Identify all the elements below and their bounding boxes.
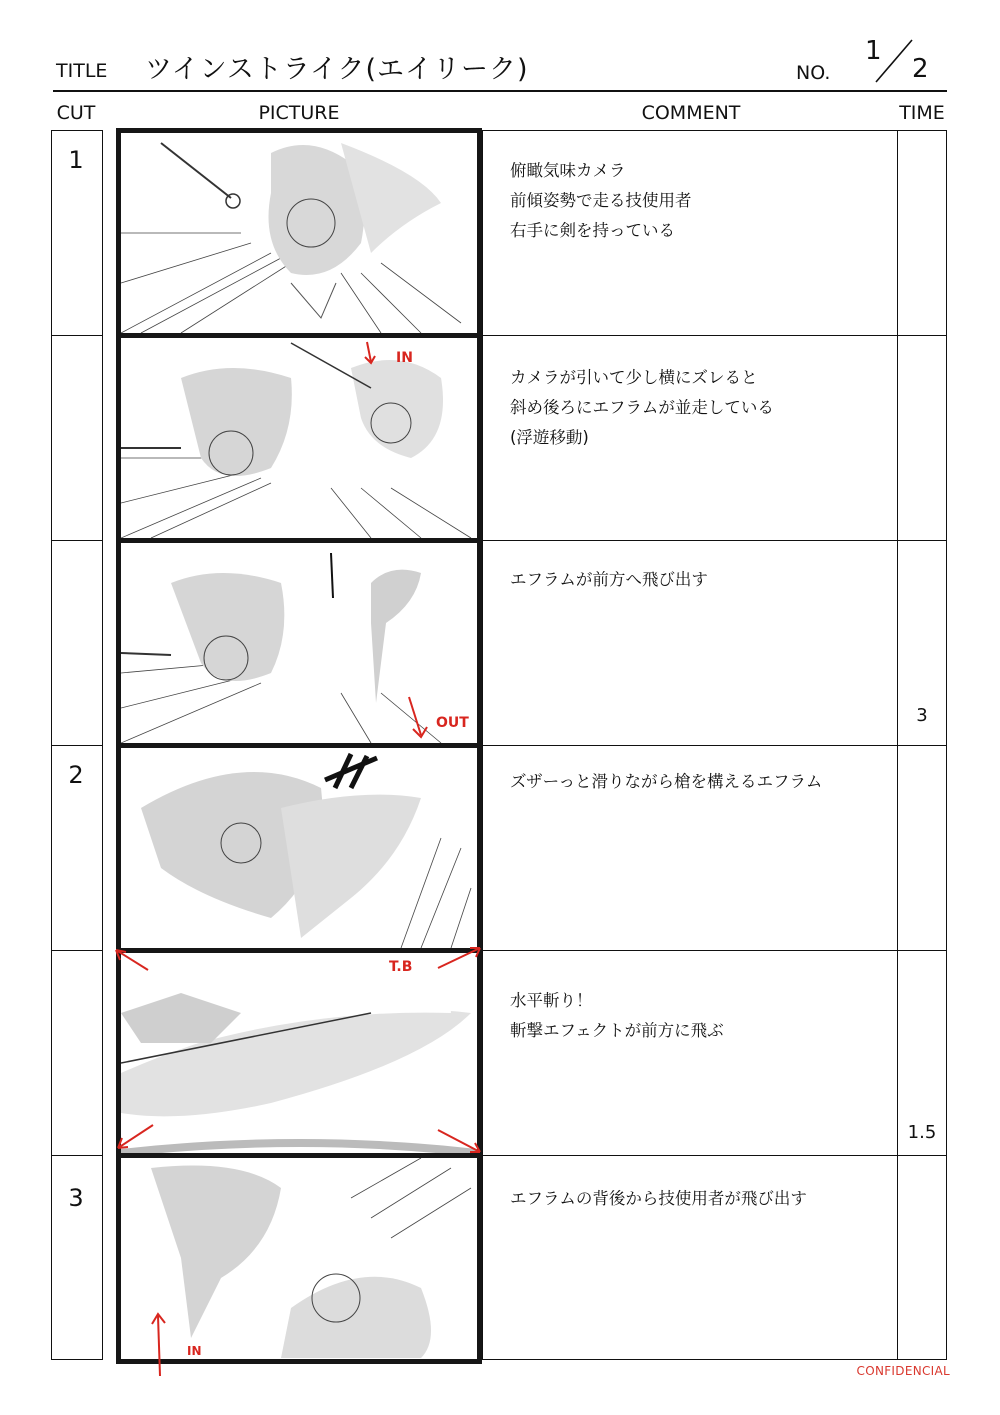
no-label: NO. xyxy=(796,62,831,84)
sketch-illustration xyxy=(121,133,477,334)
out-arrow-icon xyxy=(403,693,439,743)
document-title: ツインストライク(エイリーク) xyxy=(145,54,529,85)
panel-2-picture xyxy=(116,333,482,544)
cut-number: 2 xyxy=(68,761,84,789)
impact-mark-icon xyxy=(321,750,381,790)
sketch-illustration xyxy=(121,748,477,949)
cut-cell xyxy=(51,540,103,746)
sketch-illustration xyxy=(121,1158,477,1359)
sketch-illustration xyxy=(121,338,477,539)
panel-annotation: OUT xyxy=(436,715,469,731)
comment-text: 水平斬り！ 斬撃エフェクトが前方に飛ぶ xyxy=(510,991,724,1040)
page-current: 1 xyxy=(865,36,882,66)
col-head-cut: CUT xyxy=(56,102,96,124)
track-back-arrows-icon xyxy=(108,940,492,1165)
title-label: TITLE xyxy=(56,60,108,82)
col-head-time: TIME xyxy=(899,102,945,124)
cut-cell xyxy=(51,335,103,541)
panel-annotation: IN xyxy=(187,1344,202,1358)
panel-3-picture xyxy=(116,538,482,749)
header-rule xyxy=(53,90,947,92)
time-cell xyxy=(897,130,947,336)
in-arrow-icon xyxy=(359,340,399,370)
panel-4-picture xyxy=(116,743,482,954)
time-value: 3 xyxy=(916,705,928,726)
time-cell xyxy=(897,745,947,951)
col-head-comment: COMMENT xyxy=(641,102,741,124)
panel-annotation: IN xyxy=(396,350,413,366)
time-cell xyxy=(897,1155,947,1360)
time-value: 1.5 xyxy=(907,1122,937,1143)
comment-text: エフラムが前方へ飛び出す xyxy=(510,570,708,589)
comment-text: 俯瞰気味カメラ 前傾姿勢で走る技使用者 右手に剣を持っている xyxy=(510,161,692,240)
cut-cell xyxy=(51,950,103,1156)
panel-1-picture xyxy=(116,128,482,339)
comment-text: カメラが引いて少し横にズレると 斜め後ろにエフラムが並走している (浮遊移動) xyxy=(510,368,774,447)
cut-number: 1 xyxy=(68,146,84,174)
in-arrow-icon xyxy=(148,1310,172,1380)
col-head-picture: PICTURE xyxy=(258,102,340,124)
confidential-label: CONFIDENCIAL xyxy=(856,1364,950,1378)
comment-text: エフラムの背後から技使用者が飛び出す xyxy=(510,1189,807,1208)
page-total: 2 xyxy=(912,54,929,84)
comment-text: ズザーっと滑りながら槍を構えるエフラム xyxy=(510,772,823,791)
comment-cell xyxy=(482,950,898,1156)
cut-number: 3 xyxy=(68,1184,84,1212)
time-cell xyxy=(897,335,947,541)
panel-annotation: T.B xyxy=(389,959,413,975)
page-slash xyxy=(872,38,916,84)
